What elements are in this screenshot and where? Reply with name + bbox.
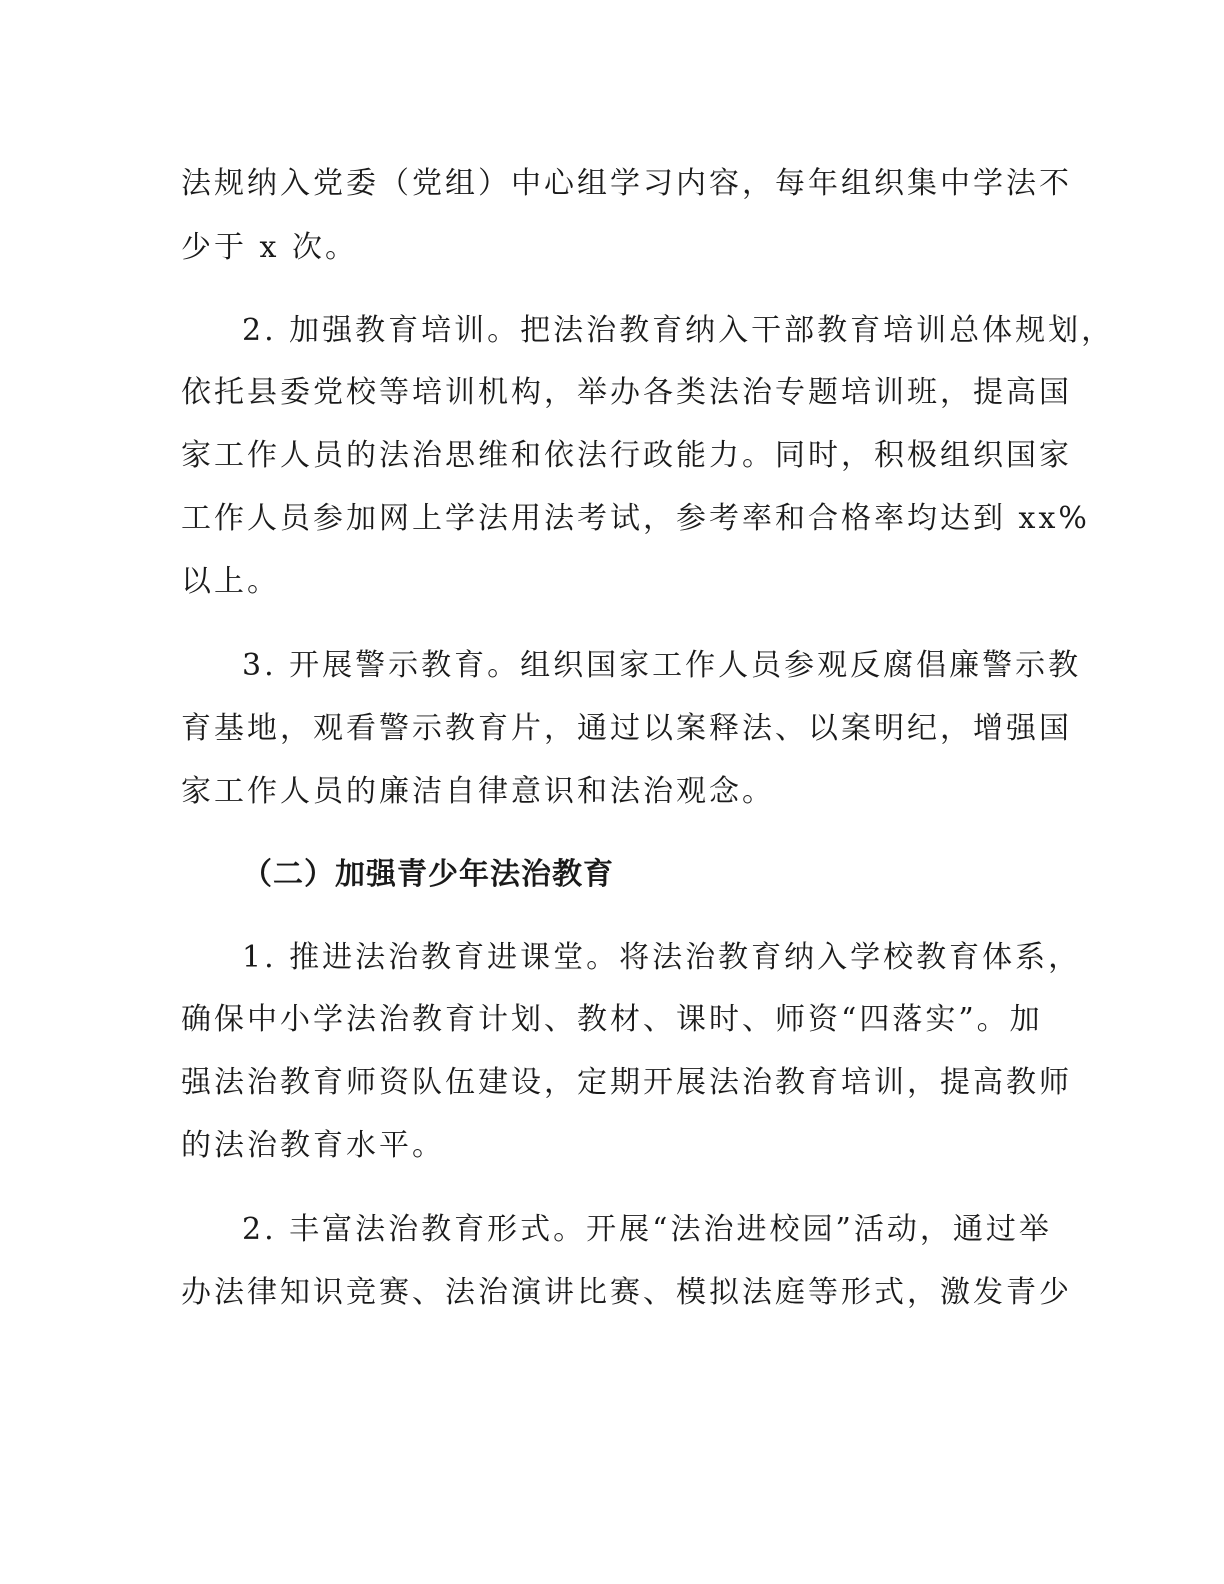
body-text-line: 家工作人员的法治思维和依法行政能力。同时，积极组织国家 [181,438,1072,473]
body-text-line: 依托县委党校等培训机构，举办各类法治专题培训班，提高国 [181,375,1072,410]
body-text-line: 确保中小学法治教育计划、教材、课时、师资“四落实”。加 [181,1002,1043,1037]
body-text-line: 工作人员参加网上学法用法考试，参考率和合格率均达到 xx% [181,501,1090,536]
body-text-line: 法规纳入党委（党组）中心组学习内容，每年组织集中学法不 [181,166,1072,201]
paragraph-first-line: 2. 加强教育培训。把法治教育纳入干部教育培训总体规划， [242,313,1115,348]
body-text-line: 办法律知识竞赛、法治演讲比赛、模拟法庭等形式，激发青少 [181,1275,1072,1310]
paragraph-first-line: 1. 推进法治教育进课堂。将法治教育纳入学校教育体系， [242,940,1082,975]
body-text-line: 育基地，观看警示教育片，通过以案释法、以案明纪，增强国 [181,711,1072,746]
body-text-line: 少于 x 次。 [181,230,358,265]
body-text-line: 强法治教育师资队伍建设，定期开展法治教育培训，提高教师 [181,1065,1072,1100]
body-text-line: 家工作人员的廉洁自律意识和法治观念。 [181,774,775,809]
paragraph-first-line: 2. 丰富法治教育形式。开展“法治进校园”活动，通过举 [242,1212,1052,1247]
section-heading: （二）加强青少年法治教育 [242,857,614,892]
body-text-line: 以上。 [181,564,280,599]
body-text-line: 的法治教育水平。 [181,1128,445,1163]
paragraph-first-line: 3. 开展警示教育。组织国家工作人员参观反腐倡廉警示教 [242,648,1082,683]
